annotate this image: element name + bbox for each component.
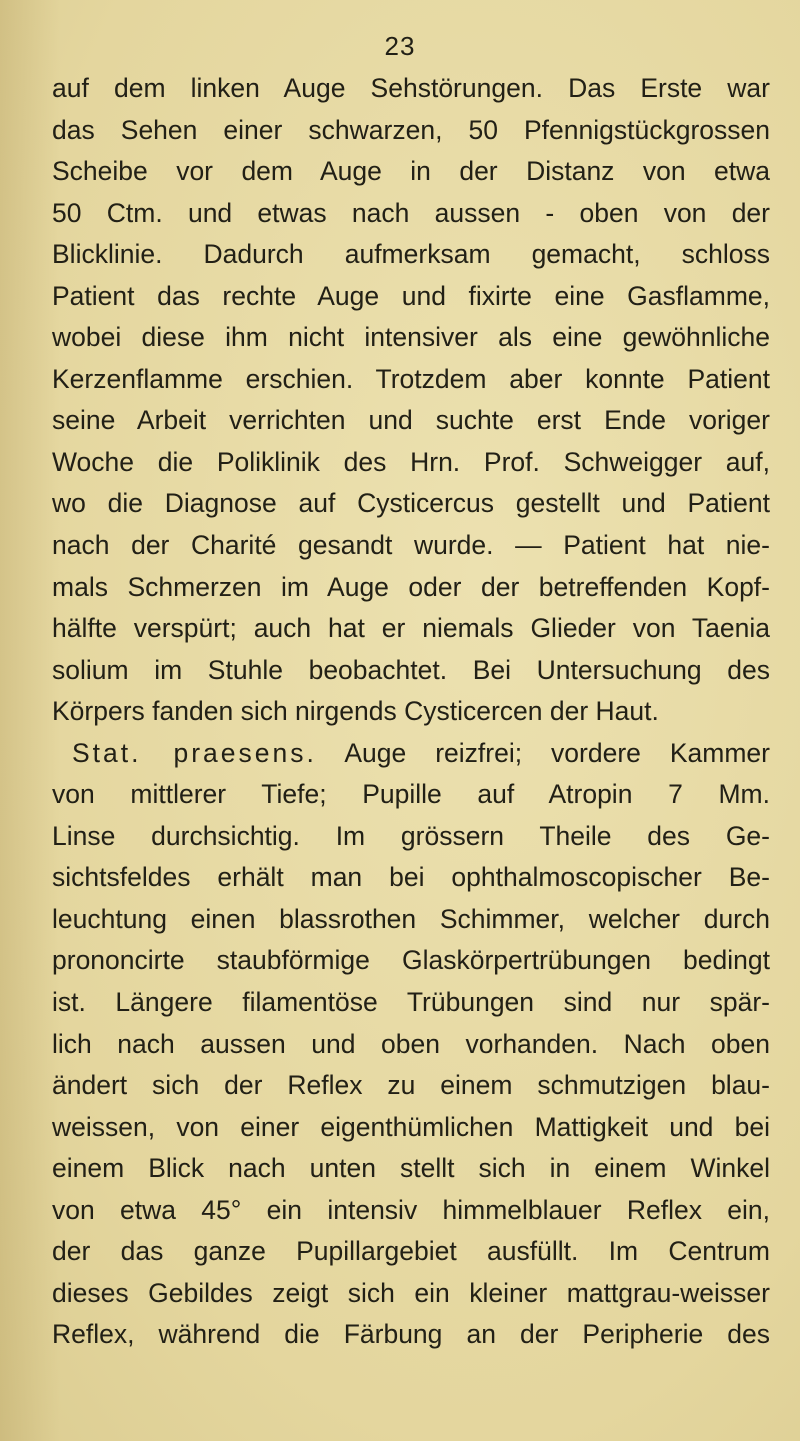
- text-line: prononcirte staubförmige Glaskörpertrübungen bedingt: [52, 945, 770, 976]
- text-line: von mittlerer Tiefe; Pupille auf Atropin 7 Mm.: [52, 779, 770, 810]
- text-line: leuchtung einen blassrothen Schimmer, welcher durch: [52, 903, 770, 934]
- text-line: weissen, von einer eigenthümlichen Mattigkeit und bei: [52, 1111, 770, 1142]
- text-line: einem Blick nach unten stellt sich in einem Winkel: [52, 1153, 770, 1184]
- text-line: Blicklinie. Dadurch aufmerksam gemacht, schloss: [52, 239, 770, 270]
- text-line: solium im Stuhle beobachtet. Bei Untersuchung des: [52, 654, 770, 685]
- text-line: ist. Längere filamentöse Trübungen sind nur spär-: [52, 987, 770, 1018]
- text-line: seine Arbeit verrichten und suchte erst Ende voriger: [52, 405, 770, 436]
- text-line: von etwa 45° ein intensiv himmelblauer Reflex ein,: [52, 1194, 770, 1225]
- text-line: Körpers fanden sich nirgends Cysticercen der Haut.: [52, 696, 659, 727]
- stat-praesens-text: Auge reizfrei; vordere Kammer: [344, 737, 770, 768]
- text-line: mals Schmerzen im Auge oder der betreffenden Kopf-: [52, 571, 770, 602]
- text-line: Kerzenflamme erschien. Trotzdem aber konnte Patient: [52, 363, 770, 394]
- text-line: Scheibe vor dem Auge in der Distanz von etwa: [52, 156, 770, 187]
- stat-praesens-label: Stat. praesens.: [72, 737, 317, 768]
- text-line: sichtsfeldes erhält man bei ophthalmoscopischer Be-: [52, 862, 770, 893]
- body-text: [52, 68, 770, 1356]
- page-number: 23: [384, 31, 416, 61]
- text-line: wobei diese ihm nicht intensiver als eine gewöhnliche: [52, 322, 770, 353]
- text-line: Reflex, während die Färbung an der Peripherie des: [52, 1319, 770, 1350]
- text-line: der das ganze Pupillargebiet ausfüllt. Im Centrum: [52, 1236, 770, 1267]
- text-line: Patient das rechte Auge und fixirte eine Gasflamme,: [52, 280, 770, 311]
- text-line: 50 Ctm. und etwas nach aussen - oben von der: [52, 197, 770, 228]
- text-line: auf dem linken Auge Sehstörungen. Das Erste war: [52, 73, 770, 103]
- stat-praesens-line: [52, 733, 770, 775]
- text-line: das Sehen einer schwarzen, 50 Pfennigstückgrossen: [52, 114, 770, 145]
- text-line: hälfte verspürt; auch hat er niemals Glieder von Taenia: [52, 613, 770, 644]
- text-line: Linse durchsichtig. Im grössern Theile des Ge-: [52, 820, 770, 851]
- text-line: wo die Diagnose auf Cysticercus gestellt und Patient: [52, 488, 770, 519]
- text-line: nach der Charité gesandt wurde. — Patient hat nie-: [52, 530, 770, 561]
- text-line: ändert sich der Reflex zu einem schmutzigen blau-: [52, 1070, 770, 1101]
- text-line: lich nach aussen und oben vorhanden. Nach oben: [52, 1028, 770, 1059]
- text-line: Woche die Poliklinik des Hrn. Prof. Schweigger auf,: [52, 446, 770, 477]
- text-line: dieses Gebildes zeigt sich ein kleiner mattgrau-weisser: [52, 1277, 770, 1308]
